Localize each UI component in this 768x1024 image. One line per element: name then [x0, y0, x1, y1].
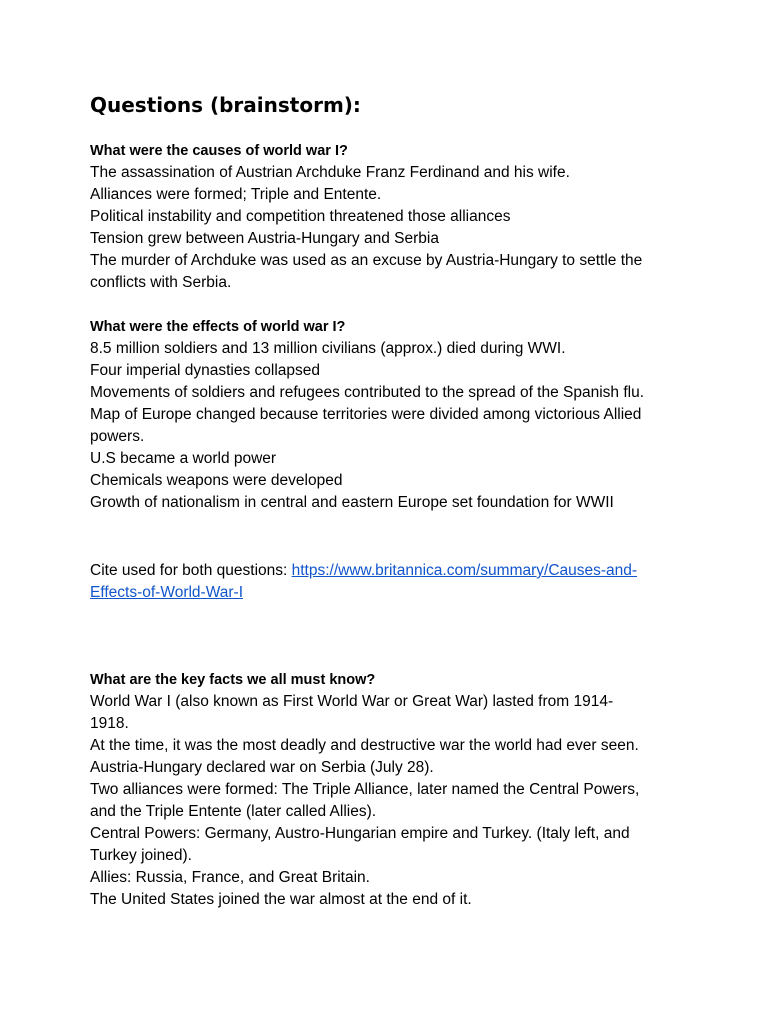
effects-line: U.S became a world power — [90, 450, 277, 467]
key-facts-line: Central Powers: Germany, Austro-Hungarian empire and Turkey. (Italy left, and — [90, 825, 630, 842]
effects-line: Four imperial dynasties collapsed — [90, 362, 321, 379]
effects-line: powers. — [90, 428, 145, 445]
effects-line: Map of Europe changed because territories were divided among victorious Allied — [90, 406, 642, 423]
causes-heading: What were the causes of world war I? — [90, 143, 348, 159]
key-facts-line: and the Triple Entente (later called Allies). — [90, 803, 377, 820]
citation — [90, 560, 690, 604]
page-title: Questions (brainstorm): — [90, 93, 361, 117]
causes-line: Political instability and competition threatened those alliances — [90, 208, 511, 225]
causes-line: conflicts with Serbia. — [90, 274, 232, 291]
causes-line: The murder of Archduke was used as an excuse by Austria-Hungary to settle the — [90, 252, 643, 269]
citation-prefix: Cite used for both questions: — [90, 562, 292, 579]
effects-line: Chemicals weapons were developed — [90, 472, 343, 489]
key-facts-line: World War I (also known as First World War or Great War) lasted from 1914- — [90, 693, 614, 710]
key-facts-line: 1918. — [90, 715, 129, 732]
effects-line: Growth of nationalism in central and eastern Europe set foundation for WWII — [90, 494, 614, 511]
causes-line: Alliances were formed; Triple and Entente. — [90, 186, 382, 203]
key-facts-line: Turkey joined). — [90, 847, 192, 864]
key-facts-line: At the time, it was the most deadly and destructive war the world had ever seen. — [90, 737, 639, 754]
britannica-link-line1[interactable]: https://www.britannica.com/summary/Causes-and- — [291, 562, 638, 579]
effects-section — [90, 316, 690, 514]
key-facts-line: The United States joined the war almost at the end of it. — [90, 891, 472, 908]
key-facts-line: Two alliances were formed: The Triple Alliance, later named the Central Powers, — [90, 781, 640, 798]
effects-heading: What were the effects of world war I? — [90, 319, 346, 335]
effects-line: 8.5 million soldiers and 13 million civilians (approx.) died during WWI. — [90, 340, 566, 357]
key-facts-heading: What are the key facts we all must know? — [90, 672, 376, 688]
causes-line: Tension grew between Austria-Hungary and Serbia — [90, 230, 439, 247]
key-facts-line: Austria-Hungary declared war on Serbia (July 28). — [90, 759, 434, 776]
key-facts-section — [90, 669, 690, 911]
causes-section — [90, 140, 690, 294]
key-facts-line: Allies: Russia, France, and Great Britain. — [90, 869, 370, 886]
effects-line: Movements of soldiers and refugees contributed to the spread of the Spanish flu. — [90, 384, 645, 401]
britannica-link-line2[interactable]: Effects-of-World-War-I — [90, 584, 244, 601]
causes-line: The assassination of Austrian Archduke Franz Ferdinand and his wife. — [90, 164, 570, 181]
